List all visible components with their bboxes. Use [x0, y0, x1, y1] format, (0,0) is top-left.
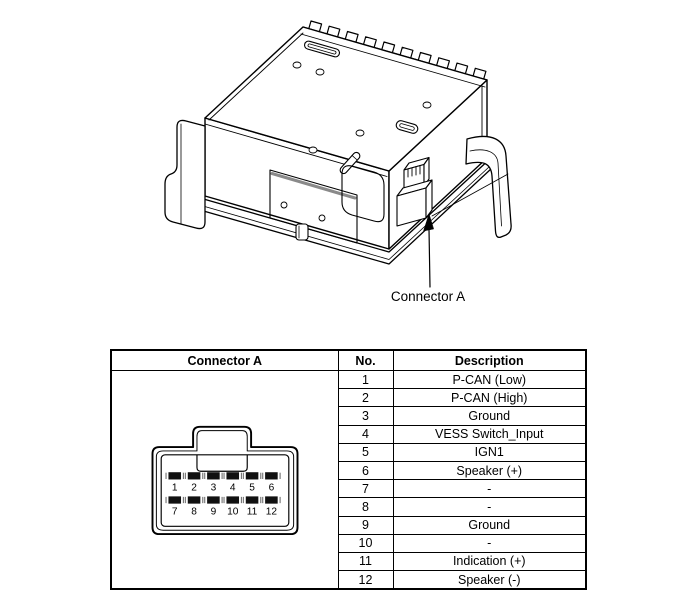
pin-number-label: 2: [190, 482, 197, 494]
callout-label: Connector A: [390, 289, 466, 304]
left-bracket: [165, 120, 205, 228]
pin-no: 9: [338, 516, 393, 534]
pin-number-label: 11: [246, 506, 258, 518]
pin-number-label: 9: [210, 506, 216, 518]
module-drawing-group: [165, 21, 511, 287]
callout-arrow-line: [429, 229, 430, 287]
pin-number-label: 1: [171, 482, 178, 494]
pin-description: VESS Switch_Input: [393, 425, 586, 443]
pin-no: 10: [338, 534, 393, 552]
pin-number-label: 4: [229, 482, 236, 494]
connector-header-cell: Connector A: [111, 350, 338, 371]
connector-a-pinout-drawing: [138, 418, 312, 539]
front-tab: [296, 224, 308, 240]
pin-description: Speaker (-): [393, 571, 586, 590]
pinout-table: [110, 349, 587, 590]
header-row: [111, 350, 586, 371]
pin-description: Ground: [393, 407, 586, 425]
pin-no: 3: [338, 407, 393, 425]
connector-drawing-cell: [111, 371, 338, 590]
table-row: [111, 371, 586, 389]
pin-no: 12: [338, 571, 393, 590]
pin-no: 8: [338, 498, 393, 516]
pin-no: 6: [338, 461, 393, 479]
connector-key-slot: [197, 454, 247, 470]
pin-number-label: 3: [210, 482, 216, 494]
pin-number-labels: [172, 482, 277, 517]
right-bracket: [466, 136, 511, 237]
pin-no: 7: [338, 480, 393, 498]
pin-description: -: [393, 534, 586, 552]
pin-no: 2: [338, 389, 393, 407]
pin-no: 1: [338, 371, 393, 389]
pin-number-label: 5: [248, 482, 255, 494]
description-column-header: Description: [393, 350, 586, 371]
pin-number-label: 8: [190, 506, 197, 518]
no-column-header: No.: [338, 350, 393, 371]
pin-description: Speaker (+): [393, 461, 586, 479]
pin-no: 4: [338, 425, 393, 443]
pin-description: P-CAN (High): [393, 389, 586, 407]
connector-outer-outline: [152, 426, 297, 533]
pin-description: Ground: [393, 516, 586, 534]
pin-no: 11: [338, 552, 393, 570]
pin-number-label: 10: [226, 506, 239, 518]
pin-description: IGN1: [393, 443, 586, 461]
pin-number-label: 7: [171, 506, 178, 518]
pin-description: -: [393, 498, 586, 516]
pin-no: 5: [338, 443, 393, 461]
pin-number-label: 6: [268, 482, 274, 494]
pin-description: P-CAN (Low): [393, 371, 586, 389]
pin-ticks: [166, 472, 280, 502]
pin-number-label: 12: [265, 506, 277, 518]
pin-description: Indication (+): [393, 552, 586, 570]
pin-description: -: [393, 480, 586, 498]
